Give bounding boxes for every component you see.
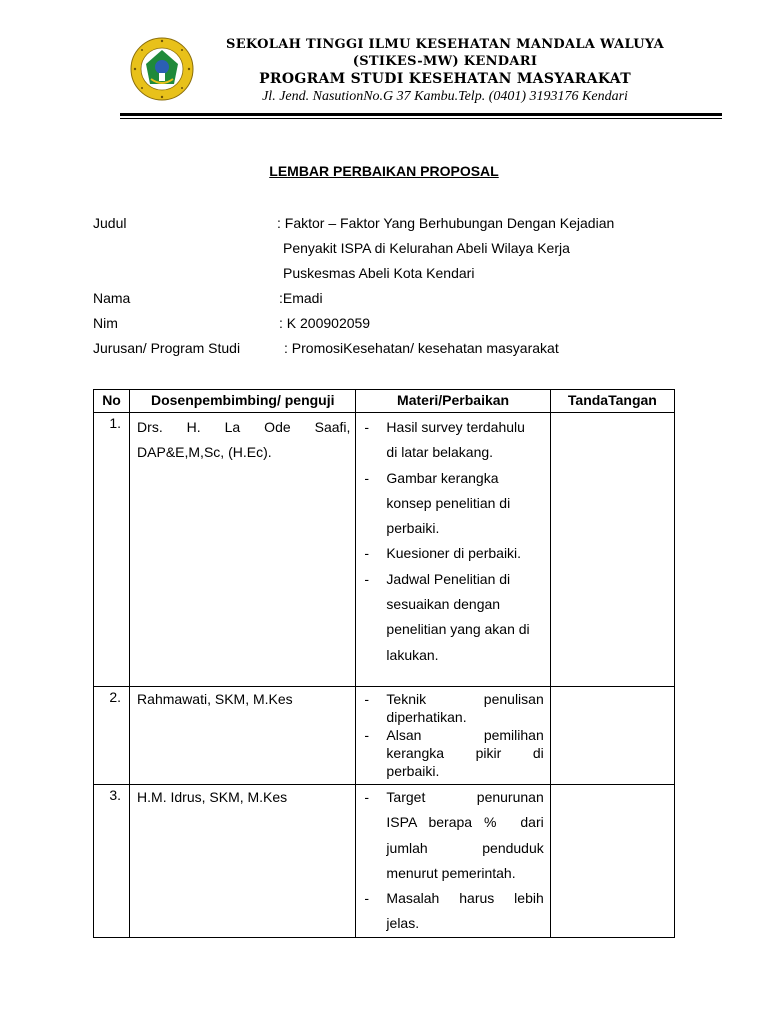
- lecturer-line: Drs. H. La Ode Saafi,: [137, 419, 351, 435]
- item-line: Gambar kerangka: [386, 469, 499, 486]
- document-title: LEMBAR PERBAIKAN PROPOSAL: [269, 163, 499, 179]
- item-line: Masalah harus lebih: [386, 890, 544, 907]
- list-dash: -: [364, 469, 370, 486]
- nim-value: [279, 311, 370, 336]
- signature-cell: [550, 413, 674, 687]
- list-item: [364, 541, 543, 566]
- item-line: Hasil survey terdahulu: [386, 419, 525, 435]
- item-line: konsep penelitian di: [386, 494, 511, 511]
- judul-line: Penyakit ISPA di Kelurahan Abeli Wilaya Kerja: [283, 240, 570, 256]
- nim-label: Nim: [93, 315, 118, 331]
- item-line: perbaiki.: [386, 520, 440, 537]
- jurusan-label: Jurusan/ Program Studi: [93, 340, 241, 356]
- list-item: [364, 415, 543, 466]
- item-line: menurut pemerintah.: [386, 864, 516, 881]
- list-item: [364, 567, 543, 668]
- program-name: PROGRAM STUDI KESEHATAN MASYARAKAT: [259, 71, 631, 87]
- letterhead: [0, 0, 768, 130]
- jurusan-value-text: : PromosiKesehatan/ kesehatan masyarakat: [284, 340, 559, 356]
- list-dash: -: [364, 890, 370, 907]
- nim-value-text: : K 200902059: [279, 315, 371, 331]
- item-line: lakukan.: [386, 646, 439, 663]
- judul-value: [277, 211, 614, 286]
- lecturer-line: DAP&E,M,Sc, (H.Ec).: [137, 444, 272, 460]
- header-material: Materi/Perbaikan: [356, 390, 550, 413]
- item-line: Alsan pemilihan: [386, 727, 544, 743]
- list-dash: -: [364, 545, 370, 562]
- item-line: jumlah penduduk: [386, 839, 544, 856]
- nama-value: [279, 286, 323, 311]
- lecturer-cell: [130, 785, 356, 938]
- institution-abbr: (STIKES-MW) KENDARI: [352, 54, 538, 69]
- lecturer-name: Rahmawati, SKM, M.Kes: [137, 691, 293, 707]
- item-line: sesuaikan dengan: [386, 596, 501, 613]
- item-line: ISPA berapa % dari: [386, 814, 544, 831]
- item-line: Teknik penulisan: [386, 691, 544, 707]
- lecturer-cell: [130, 413, 356, 687]
- material-cell: [356, 413, 550, 687]
- list-item: [364, 785, 543, 886]
- list-item: [364, 690, 543, 726]
- list-dash: -: [364, 419, 370, 435]
- item-line: penelitian yang akan di: [386, 621, 530, 638]
- item-line: Target penurunan: [386, 789, 544, 805]
- list-dash: -: [364, 727, 370, 743]
- list-item: [364, 886, 543, 937]
- item-line: Kuesioner di perbaiki.: [386, 545, 522, 562]
- proposal-info: [93, 211, 693, 361]
- material-cell: [356, 687, 550, 785]
- revision-table: [93, 389, 675, 938]
- table-row: [94, 785, 675, 938]
- header-signature: TandaTangan: [550, 390, 674, 413]
- row-number: 2.: [94, 687, 130, 785]
- judul-line: Puskesmas Abeli Kota Kendari: [283, 265, 475, 281]
- list-dash: -: [364, 570, 370, 587]
- revision-list: [356, 687, 549, 780]
- list-item: [364, 726, 543, 780]
- college-emblem-icon: [121, 37, 203, 101]
- judul-line: : Faktor – Faktor Yang Berhubungan Dengan Kejadian: [277, 215, 615, 231]
- list-item: [364, 466, 543, 542]
- row-number: 1.: [94, 413, 130, 687]
- header-no: No: [94, 390, 130, 413]
- lecturer-name: H.M. Idrus, SKM, M.Kes: [137, 789, 288, 805]
- institution-address: Jl. Jend. NasutionNo.G 37 Kambu.Telp. (0401) 3193176 Kendari: [262, 89, 628, 104]
- revision-list: [356, 785, 549, 937]
- letterhead-rule-thick: [120, 113, 722, 116]
- jurusan-value: [284, 336, 559, 361]
- header-lecturer: Dosenpembimbing/ penguji: [130, 390, 356, 413]
- row-number: 3.: [94, 785, 130, 938]
- material-cell: [356, 785, 550, 938]
- revision-list: [356, 413, 549, 668]
- info-row-judul: [93, 211, 693, 286]
- list-dash: -: [364, 789, 370, 805]
- item-line: jelas.: [386, 915, 420, 932]
- table-header-row: [94, 390, 675, 413]
- item-line: diperhatikan.: [386, 709, 467, 725]
- judul-label: Judul: [93, 215, 127, 231]
- nama-value-text: :Emadi: [279, 290, 323, 306]
- item-line: di latar belakang.: [386, 444, 494, 461]
- info-row-nama: [93, 286, 693, 311]
- signature-cell: [550, 687, 674, 785]
- table-row: [94, 413, 675, 687]
- signature-cell: [550, 785, 674, 938]
- table-row: [94, 687, 675, 785]
- item-line: Jadwal Penelitian di: [386, 570, 511, 587]
- list-dash: -: [364, 691, 370, 707]
- letterhead-rule-thin: [120, 118, 722, 119]
- item-line: kerangka pikir di: [386, 745, 544, 761]
- institution-name: SEKOLAH TINGGI ILMU KESEHATAN MANDALA WALUYA: [226, 37, 664, 52]
- nama-label: Nama: [93, 290, 131, 306]
- lecturer-cell: [130, 687, 356, 785]
- info-row-nim: [93, 311, 693, 336]
- item-line: perbaiki.: [386, 763, 440, 779]
- info-row-jurusan: [93, 336, 693, 361]
